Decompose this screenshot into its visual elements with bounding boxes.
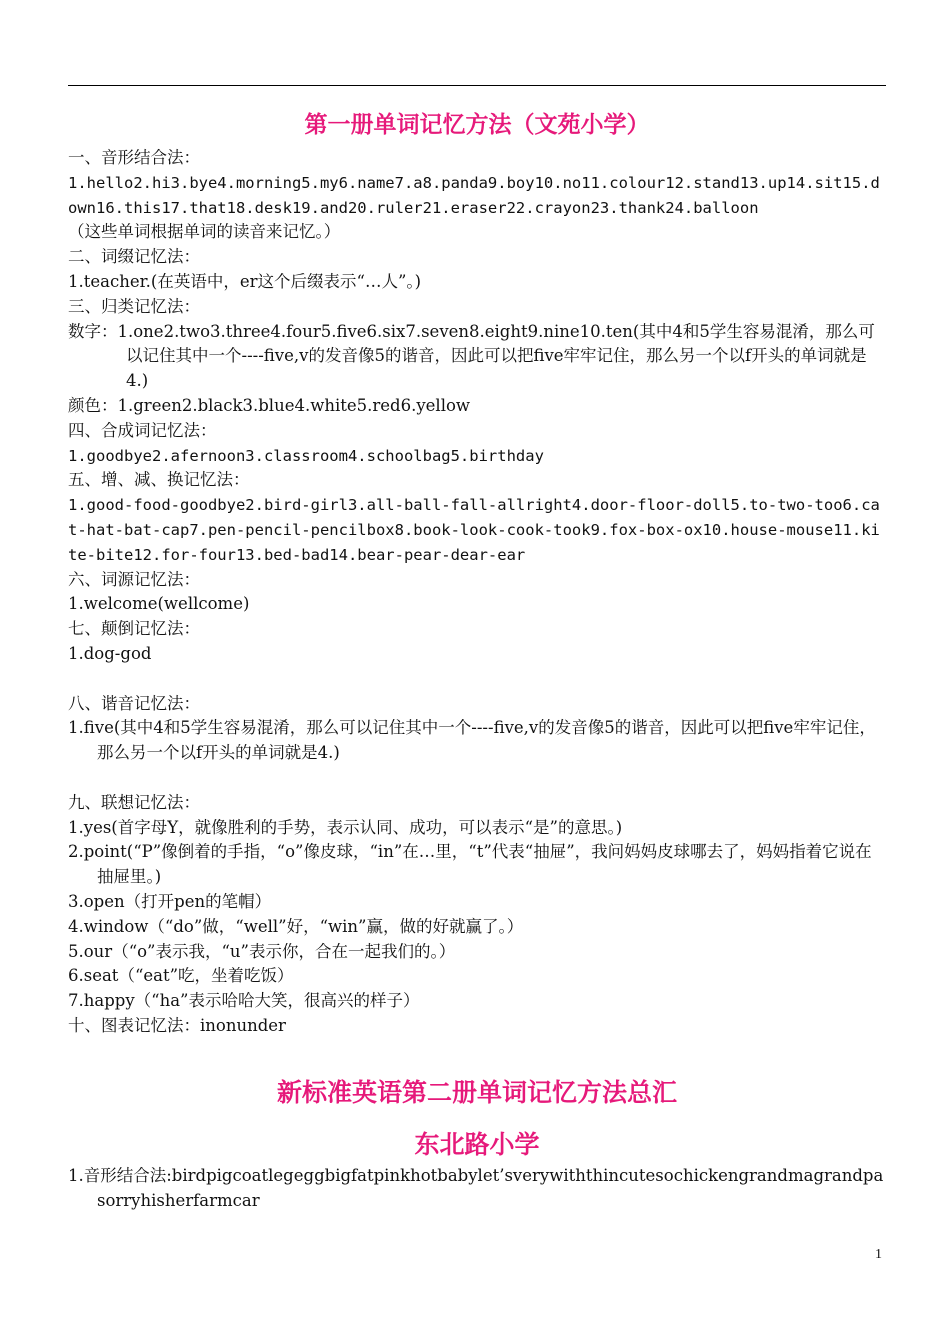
section-9-item: 6.seat（“eat”吃，坐着吃饭） bbox=[68, 966, 294, 986]
header-rule bbox=[68, 85, 886, 86]
section-1-words: 1.hello2.hi3.bye4.morning5.my6.name7.a8.panda9.boy10.no11.colour12.stand13.up14.sit15.down16.this17.that18.desk19.and20.ruler21.eraser22.crayon23.thank24.balloon bbox=[68, 173, 880, 217]
section-7-line: 1.dog-god bbox=[68, 643, 152, 663]
section-book-one bbox=[68, 146, 886, 1039]
school-name: 东北路小学 bbox=[414, 1130, 540, 1159]
page-title: 第一册单词记忆方法（文苑小学） bbox=[304, 111, 650, 138]
section-8-heading: 八、谐音记忆法： bbox=[68, 693, 200, 713]
section-9-item: 2.point(“P”像倒着的手指，“o”像皮球，“in”在…里，“t”代表“抽屉”，我问妈妈皮球哪去了，妈妈指着它说在抽屉里。) bbox=[68, 842, 872, 887]
section-9-heading: 九、联想记忆法： bbox=[68, 792, 200, 812]
book-two-line-1: 1.音形结合法:birdpigcoatlegeggbigfatpinkhotbabylet’sverywiththincutesochickengrandmagrandpasorryhisherfarmcar bbox=[68, 1166, 884, 1210]
section-3-numbers: 数字：1.one2.two3.three4.four5.five6.six7.seven8.eight9.nine10.ten(其中4和5学生容易混淆，那么可以记住其中一个----five,v的发音像5的谐音，因此可以把five牢牢记住，那么另一个以f开头的单词就是4.) bbox=[68, 321, 875, 391]
section-6-heading: 六、词源记忆法： bbox=[68, 569, 200, 589]
section-8-line: 1.five(其中4和5学生容易混淆，那么可以记住其中一个----five,v的发音像5的谐音，因此可以把five牢牢记住，那么另一个以f开头的单词就是4.) bbox=[68, 718, 876, 763]
section-9-item: 5.our（“o”表示我，“u”表示你，合在一起我们的。） bbox=[68, 941, 456, 961]
section-book-two bbox=[68, 1164, 886, 1214]
section-5-heading: 五、增、减、换记忆法： bbox=[68, 470, 250, 490]
section-3-heading: 三、归类记忆法： bbox=[68, 296, 200, 316]
section-3-colors: 颜色：1.green2.black3.blue4.white5.red6.yellow bbox=[68, 395, 471, 415]
section-7-heading: 七、颠倒记忆法： bbox=[68, 619, 200, 639]
section-1-heading: 一、音形结合法： bbox=[68, 148, 200, 167]
section-9-item: 3.open（打开pen的笔帽） bbox=[68, 891, 272, 911]
section-1-note: （这些单词根据单词的读音来记忆。） bbox=[68, 222, 341, 242]
book-two-title: 新标准英语第二册单词记忆方法总汇 bbox=[276, 1078, 677, 1107]
section-2-heading: 二、词缀记忆法： bbox=[68, 247, 200, 267]
section-5-line: 1.good-food-goodbye2.bird-girl3.all-ball-fall-allright4.door-floor-doll5.to-two-too6.cat-hat-bat-cap7.pen-pencil-pencilbox8.book-look-cook-took9.fox-box-ox10.house-mouse11.kite-bite12.for-four13.bed-bad14.bear-pear-dear-ear bbox=[68, 496, 880, 564]
page-number: 1 bbox=[875, 1247, 882, 1262]
section-10-line: 十、图表记忆法：inonunder bbox=[68, 1015, 286, 1035]
section-9-item: 7.happy（“ha”表示哈哈大笑，很高兴的样子） bbox=[68, 991, 420, 1011]
section-2-line: 1.teacher.(在英语中，er这个后缀表示“…人”。) bbox=[68, 271, 422, 291]
section-9-item: 1.yes(首字母Y，就像胜利的手势，表示认同、成功，可以表示“是”的意思。) bbox=[68, 817, 623, 837]
section-6-line: 1.welcome(wellcome) bbox=[68, 594, 250, 614]
section-4-line: 1.goodbye2.afernoon3.classroom4.schoolbag5.birthday bbox=[68, 446, 544, 465]
section-4-heading: 四、合成词记忆法： bbox=[68, 420, 217, 440]
section-9-item: 4.window（“do”做，“well”好，“win”赢，做的好就赢了。） bbox=[68, 916, 524, 936]
